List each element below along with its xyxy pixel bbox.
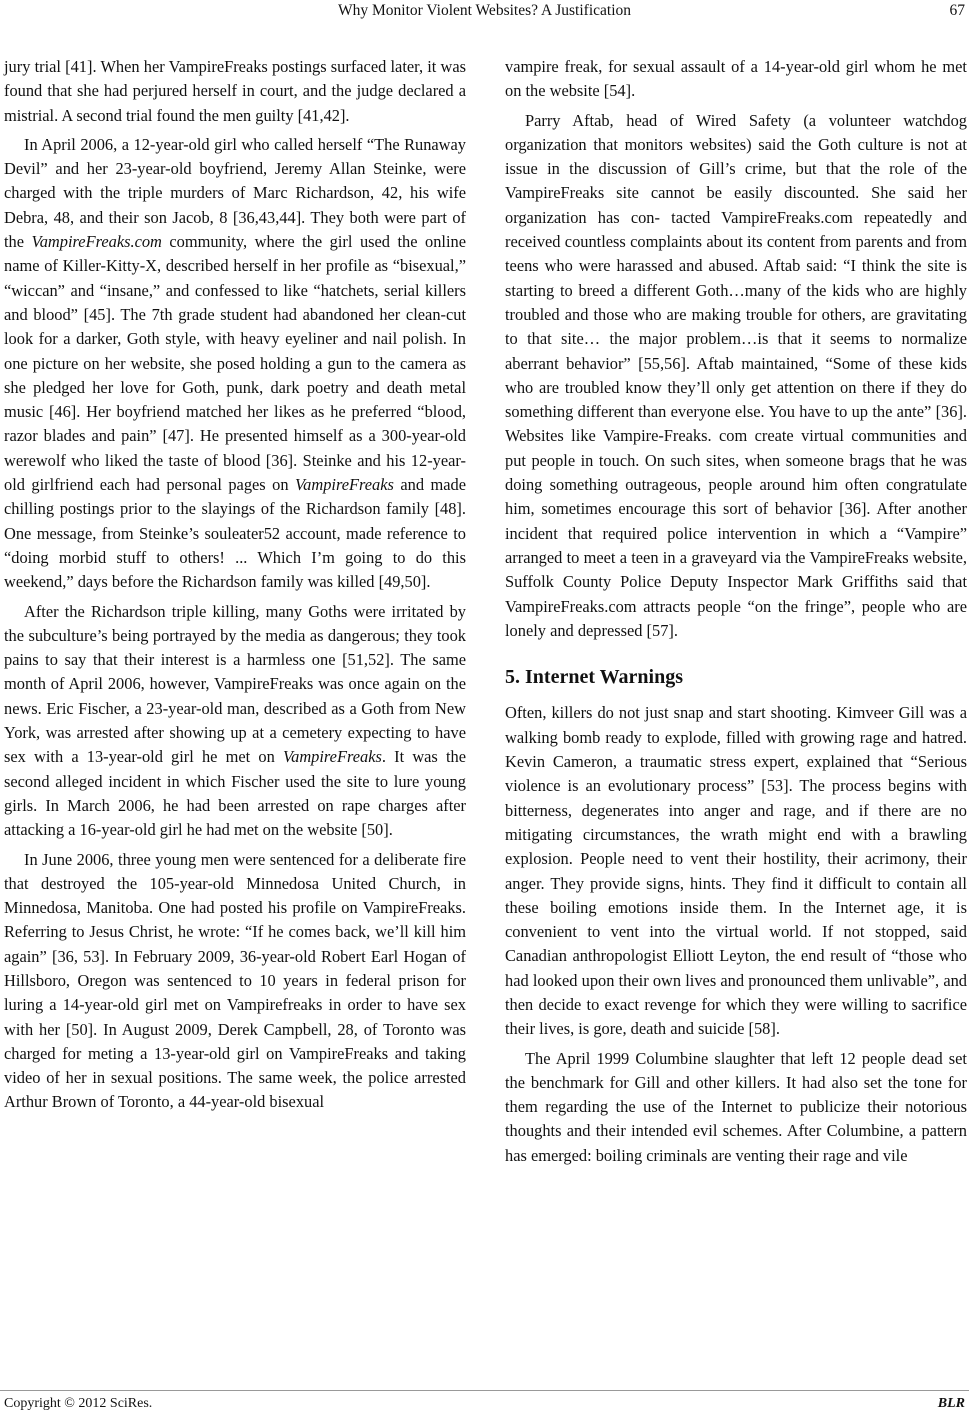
footer-divider [0,1390,969,1391]
paragraph: In June 2006, three young men were sentenced for a deliberate fire that destroyed the 105-year-old Minnedosa United Church, in Minnedosa, Manitoba. One had posted his profile on VampireFreaks. Referring to Jesus Christ, he wrote: “If he comes back, we’ll kill him again” [36, 53]. In February 2009, 36-year-old Robert Earl Hogan of Hillsboro, Oregon was sentenced to 10 years in federal prison for luring a 14-year-old girl met on Vampirefreaks in order to have sex with her [50]. In August 2009, Derek Campbell, 28, of Toronto was charged for meting a 13-year-old girl on VampireFreaks and taking video of her in sexual positions. The same week, the police arrested Arthur Brown of Toronto, a 44-year-old bisexual [4,849,466,1112]
journal-abbreviation: BLR [937,1396,965,1411]
page-footer [0,1396,969,1416]
section-heading: 5. Internet Warnings [505,666,683,689]
paragraph: Parry Aftab, head of Wired Safety (a volunteer watchdog organization that monitors websites) said the Goth culture is not at issue in the discussion of Gill’s crime, but that the role of the VampireFreaks site cannot be easily discounted. She said her organization has con- tacted VampireFreaks.com repeatedly and received countless complaints about its content from parents and from teens who were harassed and abused. Aftab said: “I think the site is starting to breed a different Goth…many of the kids who are highly troubled and those who are making trouble for others, are gravitating to that site… the major problem…is that it seems to normalize aberrant behavior” [55,56]. Aftab maintained, “Some of these kids who are troubled know they’ll only get attention on there if they do something different than everyone else. You have to up the ante” [36]. Websites like Vampire-Freaks. com create virtual communities and put people in touch. On such sites, when someone brags that he was doing something outrageous, people around him often congratulate him, sometimes encourage this sort of behavior [36]. After another incident that required police intervention in which a “Vampire” arranged to meet a teen in a graveyard via the VampireFreaks website, Suffolk County Police Deputy Inspector Mark Griffiths said that VampireFreaks.com attracts people “on the fringe”, people who are lonely and depressed [57]. [505,110,967,640]
paragraph: In April 2006, a 12-year-old girl who called herself “The Runaway Devil” and her 23-year-old boyfriend, Jeremy Allan Steinke, were charged with the triple murders of Marc Richardson, 42, his wife Debra, 48, and their son Jacob, 8 [36,43,44]. They both were part of the VampireFreaks.com community, where the girl used the online name of Killer-Kitty-X, described herself in her profile as “bisexual,” “wiccan” and “insane,” and confessed to like “hatchets, serial killers and blood” [45]. The 7th grade student had abandoned her clean-cut look for a darker, Goth style, with heavy eyeliner and nail polish. In one picture on her website, she posed holding a gun to the camera as she pledged her love for Goth, punk, dark poetry and death metal music [46]. Her boyfriend matched her likes as he preferred “blood, razor blades and pain” [47]. He presented himself as a 300-year-old werewolf who liked the taste of blood [36]. Steinke and his 12-year-old girlfriend each had personal pages on VampireFreaks and made chilling postings prior to the slayings of the Richardson family [48]. One message, from Steinke’s souleater52 account, made reference to “doing morbid stuff to others! ... Which I’m going to do this weekend,” days before the Richardson family was killed [49,50]. [4,134,467,592]
left-column [4,55,466,1115]
paragraph: The April 1999 Columbine slaughter that left 12 people dead set the benchmark for Gill and other killers. It had also set the tone for them regarding the use of the Internet to publicize their notorious thoughts and their intended evil schemes. After Columbine, a pattern has emerged: boiling criminals are venting their rage and vile [505,1048,967,1165]
right-column [505,55,967,1168]
page-number: 67 [949,2,965,19]
page-header [0,0,969,26]
paragraph: Often, killers do not just snap and start shooting. Kimveer Gill was a walking bomb ready to explode, filled with growing rage and hatred. Kevin Cameron, a traumatic stress expert, explained that “Serious violence is an evolutionary process” [53]. The process begins with bitterness, degenerates into anger and rage, and if there are no mitigating circumstances, the wrath might end with a brawling explosion. People need to vent their hostility, their acrimony, their anger. They provide signs, hints. They find it difficult to contain all these boiling emotions inside them. In the Internet age, it is convenient to vent into the virtual world. If not stopped, said Canadian anthropologist Elliott Leyton, the end result of “those who had looked upon their own lives and pronounced them unlivable”, and then decide to exact revenge for which they were willing to sacrifice their lives, is gore, death and suicide [58]. [505,703,967,1039]
paragraph: After the Richardson triple killing, many Goths were irritated by the subculture’s being portrayed by the media as dangerous; they took pains to say that their interest is a harmless one [51,52]. The same month of April 2006, however, VampireFreaks was once again on the news. Eric Fischer, a 23-year-old man, described as a Goth from New York, was arrested after showing up at a cemetery expecting to have sex with a 13-year-old girl he met on VampireFreaks. It was the second alleged incident in which Fischer used the site to lure young girls. In March 2006, he had been arrested on rape charges after attacking a 16-year-old girl he had met on the website [50]. [4,601,467,840]
running-title: Why Monitor Violent Websites? A Justification [337,2,632,19]
copyright-notice: Copyright © 2012 SciRes. [4,1396,153,1411]
paragraph: jury trial [41]. When her VampireFreaks postings surfaced later, it was found that she had perjured herself in court, and the judge declared a mistrial. A second trial found the men guilty [41,42]. [4,57,466,125]
paragraph: vampire freak, for sexual assault of a 14-year-old girl whom he met on the website [54]. [505,57,967,101]
